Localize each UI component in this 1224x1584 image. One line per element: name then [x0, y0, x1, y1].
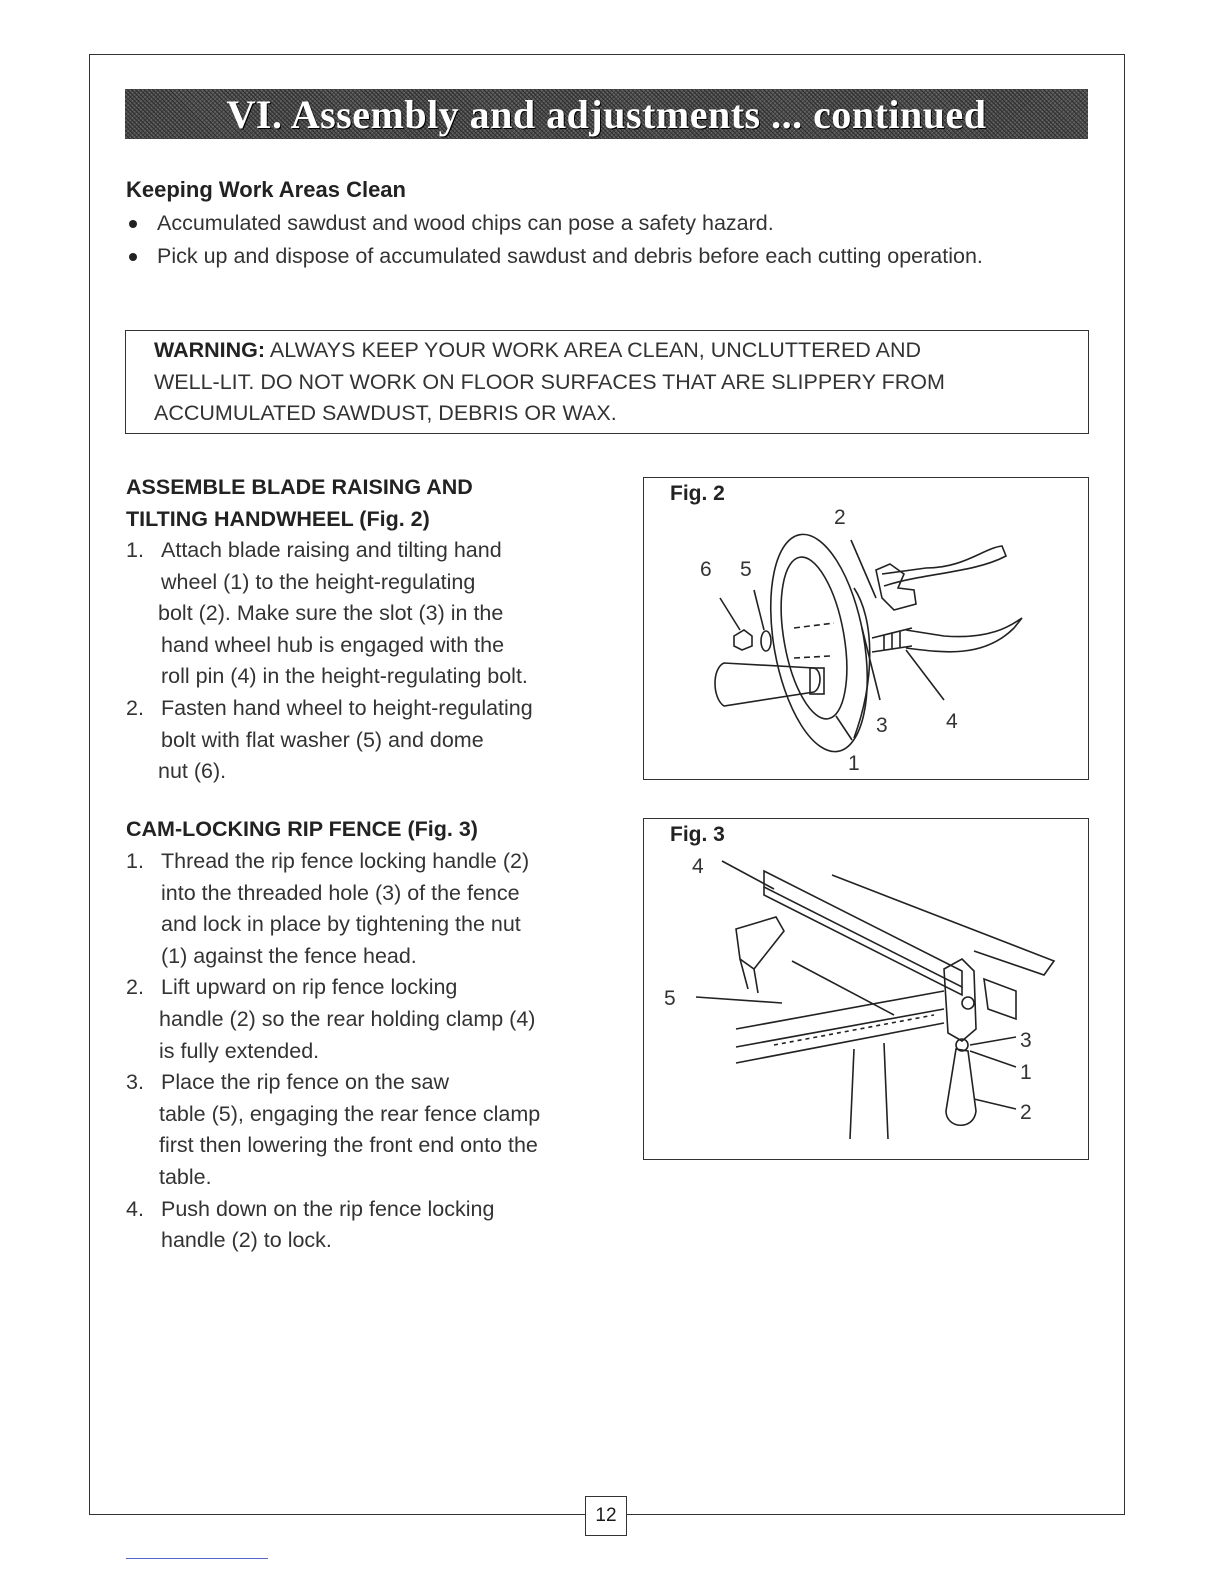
step-line: and lock in place by tightening the nut [161, 912, 521, 937]
handwheel-heading-line: TILTING HANDWHEEL (Fig. 2) [126, 506, 430, 531]
leader-5 [696, 997, 782, 1003]
section-title: VI. Assembly and adjustments ... continued [226, 91, 987, 137]
fence-bar-side [764, 887, 962, 995]
step-line: table (5), engaging the rear fence clamp [159, 1101, 541, 1126]
rip-fence-illustration [644, 819, 1088, 1159]
step-line: Fasten hand wheel to height-regulating [161, 695, 533, 720]
handwheel-steps [126, 535, 596, 788]
leader-2 [974, 1099, 1016, 1109]
warning-box [125, 330, 1089, 434]
handwheel-illustration [644, 478, 1088, 779]
leader-1 [970, 1051, 1016, 1067]
callout: 1 [1020, 1061, 1032, 1084]
step-line: table. [159, 1164, 212, 1189]
leader-3 [970, 1037, 1016, 1045]
step-line: Place the rip fence on the saw [161, 1070, 450, 1095]
step-number: 2. [126, 975, 144, 1000]
tube-lower [906, 618, 1022, 652]
flat-washer [761, 631, 771, 651]
step-line: nut (6). [158, 759, 227, 784]
callout: 5 [664, 987, 676, 1010]
warning-line [154, 335, 1088, 367]
clean-heading: Keeping Work Areas Clean [126, 177, 406, 202]
fence-bar-top [764, 871, 962, 987]
step-line: roll pin (4) in the height-regulating bolt. [161, 664, 528, 689]
leader-4 [906, 650, 944, 700]
step-item [126, 693, 596, 788]
callout: 2 [834, 506, 846, 529]
footer-rule [126, 1558, 268, 1559]
step-item [126, 1067, 596, 1193]
leader-6 [720, 598, 740, 630]
step-line: Attach blade raising and tilting hand [161, 538, 502, 562]
warning-text: ALWAYS KEEP YOUR WORK AREA CLEAN, UNCLUTTERED AND [265, 338, 921, 362]
page-number: 12 [585, 1496, 627, 1536]
hub-axis [794, 623, 834, 658]
step-line: bolt with flat washer (5) and dome [161, 727, 484, 752]
fence-head [944, 959, 976, 1041]
figure-2-title: Fig. 2 [670, 482, 725, 505]
callout: 1 [848, 752, 860, 775]
step-line: Thread the rip fence locking handle (2) [161, 849, 530, 873]
locking-handle [946, 1049, 976, 1125]
bullet-item: Pick up and dispose of accumulated sawdust and debris before each cutting operation. [126, 240, 983, 273]
ripfence-steps [126, 846, 596, 1257]
bottom-rule-right [626, 1514, 1124, 1515]
step-line: handle (2) so the rear holding clamp (4) [159, 1006, 536, 1031]
dome-nut [734, 630, 752, 650]
warning-label: WARNING: [154, 338, 266, 362]
step-number: 2. [126, 695, 144, 720]
step-item [126, 846, 596, 972]
step-line: hand wheel hub is engaged with the [161, 632, 505, 657]
stand-leg [850, 1043, 888, 1139]
callout: 3 [876, 714, 888, 737]
step-number: 4. [126, 1196, 144, 1221]
step-item [126, 535, 596, 693]
callout: 2 [1020, 1101, 1032, 1124]
callout: 4 [692, 855, 704, 878]
step-number: 1. [126, 849, 144, 873]
leader-1 [836, 716, 852, 740]
table-edge [832, 875, 1054, 975]
figure-2 [643, 477, 1089, 780]
step-line: first then lowering the front end onto the [159, 1133, 538, 1158]
bullet-item: Accumulated sawdust and wood chips can pose a safety hazard. [126, 207, 983, 240]
step-number: 1. [126, 538, 144, 562]
step-item [126, 1194, 596, 1257]
rear-clamp-legs [740, 959, 758, 993]
figure-3-title: Fig. 3 [670, 823, 725, 846]
leader-5 [754, 590, 764, 630]
step-line: handle (2) to lock. [161, 1228, 332, 1253]
wheel-inner [770, 552, 858, 724]
step-line: Push down on the rip fence locking [161, 1196, 495, 1221]
callout: 5 [740, 558, 752, 581]
figure-3 [643, 818, 1089, 1160]
callout: 4 [946, 710, 958, 733]
leader-3 [862, 628, 880, 700]
step-line: into the threaded hole (3) of the fence [161, 880, 520, 905]
warning-line: WELL-LIT. DO NOT WORK ON FLOOR SURFACES THAT ARE SLIPPERY FROM [154, 369, 945, 394]
step-line: (1) against the fence head. [161, 943, 417, 968]
rear-clamp [736, 917, 784, 969]
warning-line: ACCUMULATED SAWDUST, DEBRIS OR WAX. [154, 401, 617, 425]
fence-head-knob [962, 997, 974, 1009]
clean-bullet-list [126, 207, 983, 273]
step-line: wheel (1) to the height-regulating [161, 569, 476, 594]
bottom-rule-left [89, 1514, 585, 1515]
table-line [792, 961, 894, 1015]
ripfence-heading: CAM-LOCKING RIP FENCE (Fig. 3) [126, 817, 478, 841]
leader-4 [722, 861, 774, 889]
step-line: Lift upward on rip fence locking [161, 975, 458, 1000]
section-banner [125, 89, 1088, 139]
wheel-outer [756, 527, 883, 759]
callout: 3 [1020, 1029, 1032, 1052]
handwheel-heading-line: ASSEMBLE BLADE RAISING AND [126, 475, 473, 499]
step-item [126, 972, 596, 1067]
step-number: 3. [126, 1070, 144, 1095]
step-line: is fully extended. [159, 1038, 320, 1063]
fence-head-plate [984, 979, 1016, 1019]
step-line: bolt (2). Make sure the slot (3) in the [158, 601, 504, 626]
callout: 6 [700, 558, 712, 581]
handwheel-heading [126, 472, 576, 535]
